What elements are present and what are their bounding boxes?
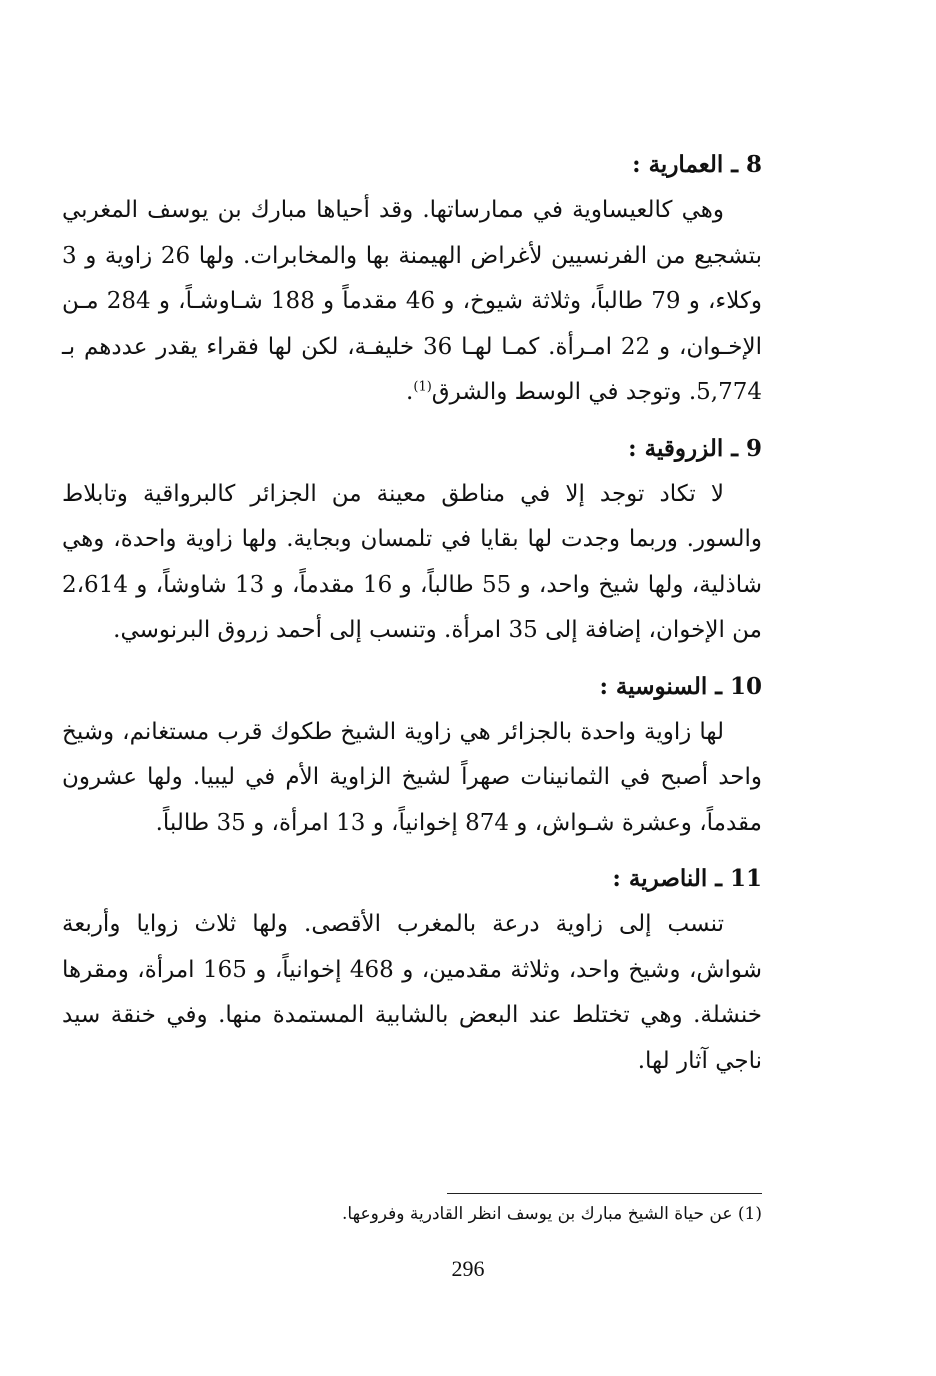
section-heading: 8 ـ العمارية :: [632, 151, 762, 178]
section-heading: 9 ـ الزروقية :: [628, 434, 762, 462]
footnote: (1) عن حياة الشيخ مبارك بن يوسف انظر القادرية وفروعها.: [342, 1204, 762, 1224]
section-paragraph: تنسب إلى زاوية درعة بالمغرب الأقصى. ولها ثلاث زوايا وأربعة شواش، وشيخ واحد، وثلاثة مقدمين، و 468 إخوانياً، و 165 امرأة، ومقرها خنشلة. وهي تختلط عند البعض بالشابية المستمدة منها. وفي خنقة سيد ناجي آثار لها.: [62, 911, 762, 1074]
section-sanusiya: [62, 664, 762, 847]
section-paragraph: [62, 188, 762, 416]
page-number: 296: [451, 1256, 485, 1281]
footnote-divider: [447, 1193, 762, 1194]
paragraph-end: .: [406, 379, 414, 405]
page-body: [62, 142, 762, 1084]
section-paragraph: لا تكاد توجد إلا في مناطق معينة من الجزائر كالبرواقية وتابلاط والسور. وربما وجدت لها بقايا في تلمسان وبجاية. ولها زاوية واحدة، وهي شاذلية، ولها شيخ واحد، و 55 طالباً، و 16 مقدماً، و 13 شاوشاً، و 2،614 من الإخوان، إضافة إلى 35 امرأة. وتنسب إلى أحمد زروق البرنوسي.: [62, 480, 762, 643]
section-zarruqiya: [62, 426, 762, 654]
paragraph-text: وهي كالعيساوية في ممارساتها. وقد أحياها مبارك بن يوسف المغربي بتشجيع من الفرنسيين لأغراض الهيمنة بها والمخابرات. ولها 26 زاوية و 3 وكلاء، و 79 طالباً، وثلاثة شيوخ، و 46 مقدماً و 188 شـاوشـاً، و 284 مـن الإخـوان، و 22 امـرأة. كمـا لهـا 36 خليفـة، لكن لها فقراء يقدر عددهم بـ 5,774. وتوجد في الوسط والشرق: [62, 197, 763, 405]
footnote-reference: (1): [413, 379, 432, 395]
section-heading: 11 ـ الناصرية :: [612, 865, 762, 892]
section-nasiriya: [62, 856, 762, 1084]
section-ammariya: [62, 142, 762, 416]
section-heading: 10 ـ السنوسية :: [599, 672, 762, 700]
section-paragraph: لها زاوية واحدة بالجزائر هي زاوية الشيخ طكوك قرب مستغانم، وشيخ واحد أصبح في الثمانينات صهراً لشيخ الزاوية الأم في ليبيا. ولها عشرون مقدماً، وعشرة شـواش، و 874 إخوانياً، و 13 امرأة، و 35 طالباً.: [62, 718, 762, 836]
